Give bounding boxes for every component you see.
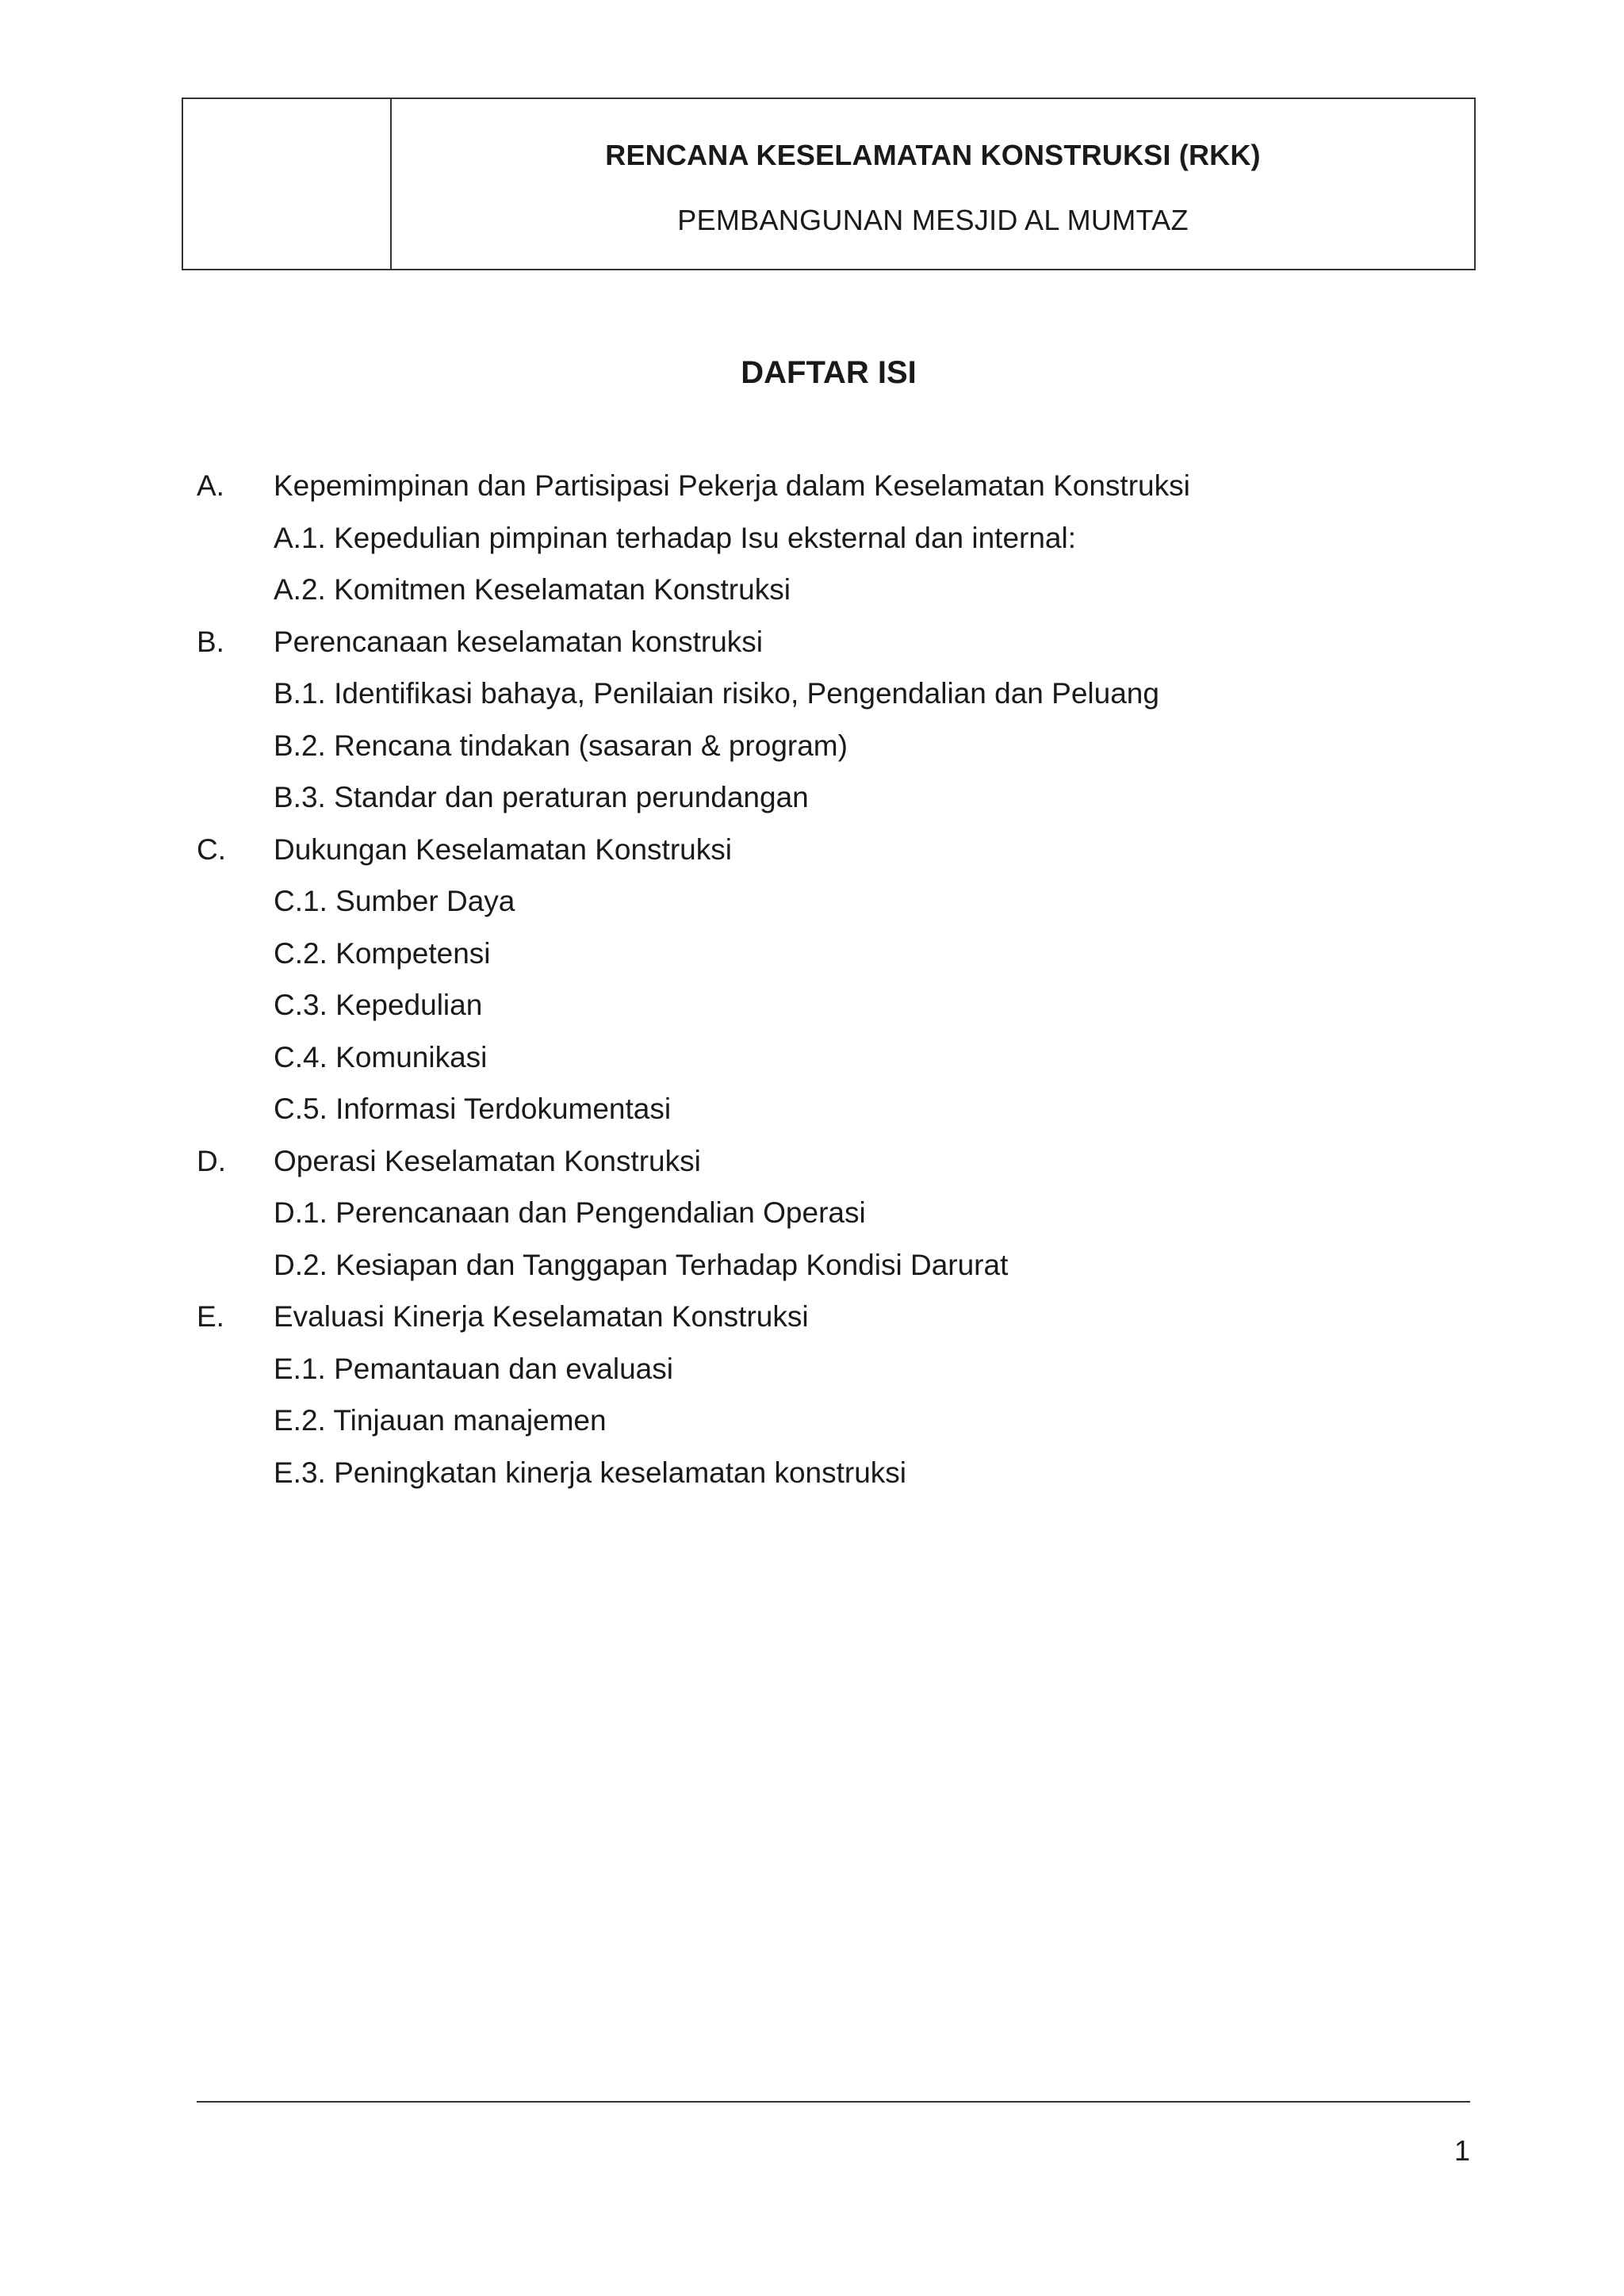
toc-subsection (197, 928, 1481, 980)
toc-entry-text: Kepemimpinan dan Partisipasi Pekerja dalam Keselamatan Konstruksi (274, 469, 1190, 502)
table-of-contents (197, 460, 1481, 1498)
toc-entry-text: A.1. Kepedulian pimpinan terhadap Isu eksternal dan internal: (274, 521, 1077, 554)
footer-divider (197, 2101, 1470, 2103)
toc-section (197, 824, 1481, 876)
toc-subsection (197, 1239, 1481, 1292)
page-number: 1 (1454, 2134, 1470, 2167)
toc-subsection (197, 564, 1481, 616)
toc-entry-text: C.1. Sumber Daya (274, 885, 515, 917)
document-header-table (182, 98, 1476, 270)
toc-entry-text: Perencanaan keselamatan konstruksi (274, 625, 764, 658)
toc-section-letter: E. (197, 1300, 224, 1333)
toc-subsection (197, 979, 1481, 1031)
toc-subsection (197, 512, 1481, 564)
toc-entry-text: D.1. Perencanaan dan Pengendalian Operasi (274, 1196, 866, 1229)
toc-heading: DAFTAR ISI (741, 355, 917, 390)
project-name: PEMBANGUNAN MESJID AL MUMTAZ (677, 204, 1189, 236)
toc-entry-text: B.3. Standar dan peraturan perundangan (274, 781, 809, 813)
toc-section-letter: C. (197, 832, 226, 866)
toc-section (197, 1135, 1481, 1188)
toc-subsection (197, 1031, 1481, 1084)
toc-subsection (197, 1187, 1481, 1239)
toc-entry-text: C.3. Kepedulian (274, 989, 483, 1021)
toc-subsection (197, 1343, 1481, 1395)
toc-entry-text: E.1. Pemantauan dan evaluasi (274, 1352, 673, 1385)
toc-entry-text: B.2. Rencana tindakan (sasaran & program) (274, 729, 848, 762)
toc-subsection (197, 1447, 1481, 1499)
toc-entry-text: A.2. Komitmen Keselamatan Konstruksi (274, 573, 791, 606)
toc-entry-text: Operasi Keselamatan Konstruksi (274, 1144, 701, 1177)
toc-section (197, 1291, 1481, 1343)
toc-subsection (197, 1083, 1481, 1135)
toc-entry-text: B.1. Identifikasi bahaya, Penilaian risiko, Pengendalian dan Peluang (274, 677, 1159, 710)
toc-subsection (197, 875, 1481, 928)
toc-section-letter: D. (197, 1144, 226, 1177)
toc-section-letter: A. (197, 469, 224, 502)
toc-section (197, 460, 1481, 512)
toc-subsection (197, 771, 1481, 824)
toc-entry-text: C.5. Informasi Terdokumentasi (274, 1093, 672, 1125)
toc-subsection (197, 1395, 1481, 1447)
header-logo-cell (183, 99, 392, 269)
toc-entry-text: Dukungan Keselamatan Konstruksi (274, 832, 732, 866)
toc-subsection (197, 720, 1481, 772)
header-title-cell (392, 99, 1474, 269)
toc-entry-text: C.2. Kompetensi (274, 936, 491, 970)
toc-entry-text: E.3. Peningkatan kinerja keselamatan konstruksi (274, 1456, 906, 1489)
toc-section (197, 616, 1481, 668)
toc-entry-text: D.2. Kesiapan dan Tanggapan Terhadap Kondisi Darurat (274, 1248, 1009, 1281)
toc-entry-text: Evaluasi Kinerja Keselamatan Konstruksi (274, 1300, 809, 1333)
toc-subsection (197, 668, 1481, 720)
document-title: RENCANA KESELAMATAN KONSTRUKSI (RKK) (605, 139, 1261, 171)
toc-entry-text: C.4. Komunikasi (274, 1040, 488, 1073)
toc-section-letter: B. (197, 625, 224, 658)
toc-entry-text: E.2. Tinjauan manajemen (274, 1404, 607, 1437)
